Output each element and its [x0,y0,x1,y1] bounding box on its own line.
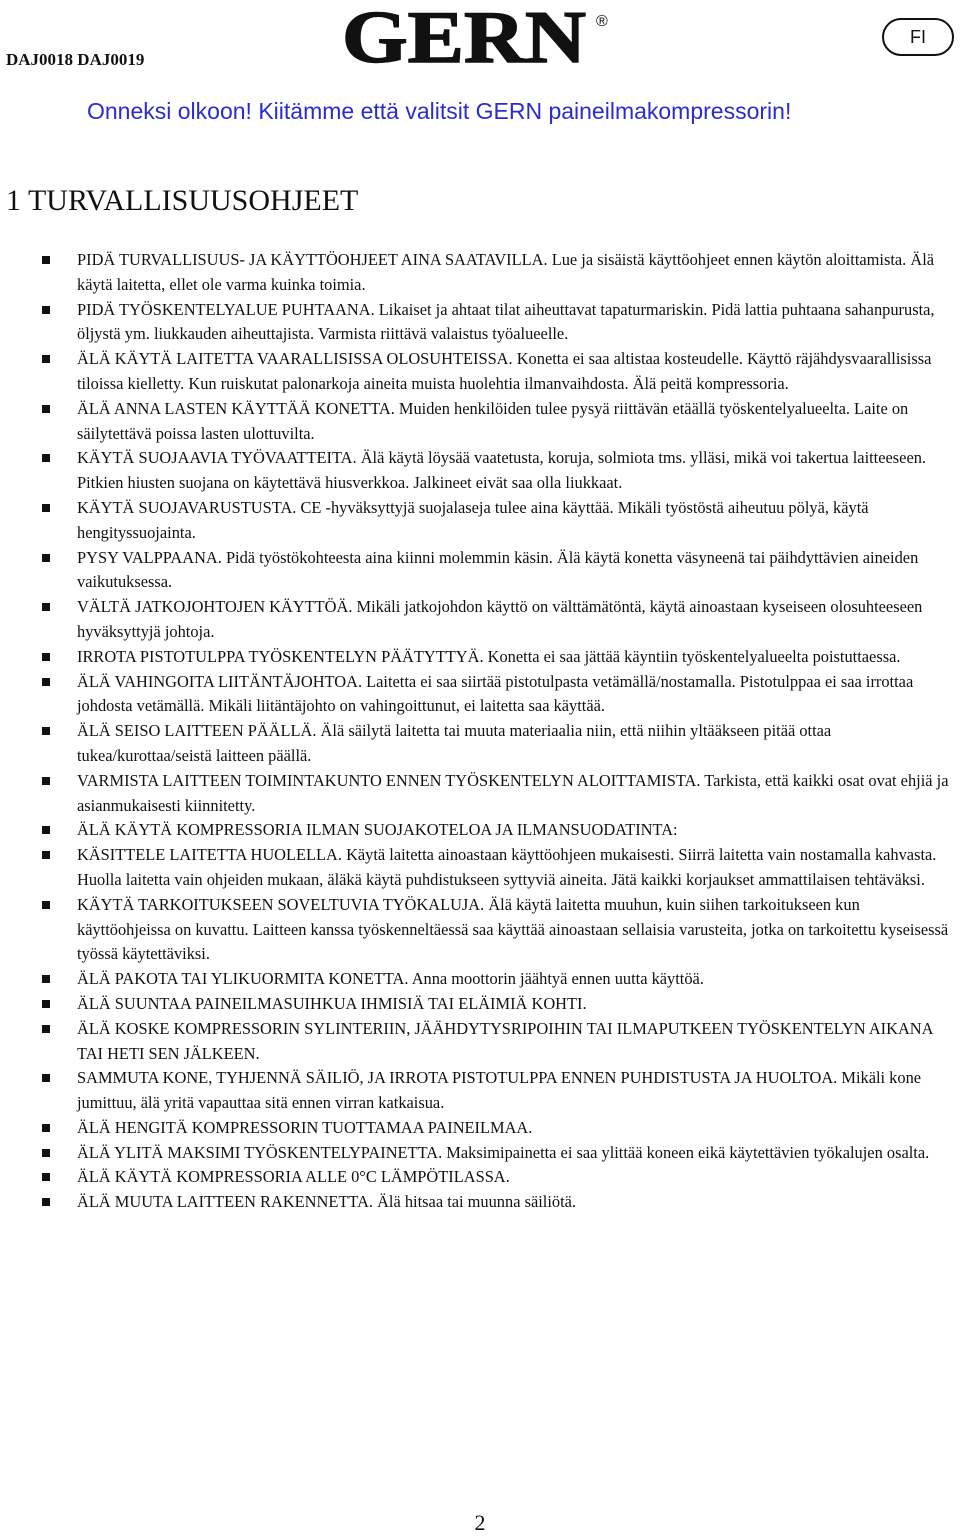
rule-text: PYSY VALPPAANA. Pidä työstökohteesta aina kiinni molemmin käsin. Älä käytä konetta väsyneenä tai päihdyttävien aineiden vaikutuksessa. [77,547,919,592]
rule-text: ÄLÄ KÄYTÄ KOMPRESSORIA ALLE 0°C LÄMPÖTILASSA. [77,1167,510,1187]
language-badge: FI [882,18,954,56]
bullet-icon [42,554,50,562]
rule-text: VARMISTA LAITTEEN TOIMINTAKUNTO ENNEN TYÖSKENTELYN ALOITTAMISTA. Tarkista, että kaikki osat ovat ehjiä ja asianmukaisesti kiinnitetty. [77,770,949,815]
list-item [0,1116,950,1141]
list-item [0,1066,950,1116]
rule-text: ÄLÄ HENGITÄ KOMPRESSORIN TUOTTAMAA PAINEILMAA. [77,1117,533,1137]
rule-text: VÄLTÄ JATKOJOHTOJEN KÄYTTÖÄ. Mikäli jatkojohdon käyttö on välttämätöntä, käytä ainoastaan kyseiseen olosuhteeseen hyväksyttyjä johtoja. [77,597,923,641]
list-item [0,298,950,348]
bullet-icon [42,901,50,909]
rule-text: KÄYTÄ SUOJAAVIA TYÖVAATTEITA. Älä käytä löysää vaatetusta, koruja, solmiota tms. ylläsi, mikä voi takertua laitteeseen. Pitkien hiusten suojana on käytettävä hiusverkkoa. Jalkineet eivät saa olla liukkaat. [77,448,927,493]
bullet-icon [42,504,50,512]
bullet-icon [42,1198,50,1206]
section-title: 1 TURVALLISUUSOHJEET [6,184,359,217]
rule-text: ÄLÄ KÄYTÄ KOMPRESSORIA ILMAN SUOJAKOTELOA JA ILMANSUODATINTA: [77,820,678,840]
bullet-icon [42,1149,50,1157]
bullet-icon [42,454,50,462]
bullet-icon [42,678,50,686]
bullet-icon [42,653,50,661]
bullet-icon [42,355,50,363]
rule-text: ÄLÄ KÄYTÄ LAITETTA VAARALLISISSA OLOSUHTEISSA. Konetta ei saa altistaa kosteudelle. Käyttö räjähdysvaarallisissa tiloissa kielletty. Kun ruiskutat palonarkoja aineita muista huolehtia ilmanvaihdosta. Älä peitä kompressoria. [77,349,932,393]
bullet-icon [42,1025,50,1033]
rule-text: PIDÄ TYÖSKENTELYALUE PUHTAANA. Likaiset ja ahtaat tilat aiheuttavat tapaturmariskin. Pidä lattia puhtaana sahanpurusta, öljystä ym. liukkauden aiheuttajista. Varmista riittävä valaistus työalueelle. [77,299,935,344]
safety-rules-list [0,248,950,1215]
list-item [0,670,950,720]
document-code: DAJ0018 DAJ0019 [6,50,145,69]
list-item [0,769,950,819]
list-item [0,347,950,397]
svg-text:®: ® [596,13,608,30]
bullet-icon [42,975,50,983]
bullet-icon [42,727,50,735]
greeting-text: Onneksi olkoon! Kiitämme että valitsit GERN paineilmakompressorin! [87,98,792,124]
list-item [0,1141,950,1166]
list-item [0,496,950,546]
rule-text: IRROTA PISTOTULPPA TYÖSKENTELYN PÄÄTYTTYÄ. Konetta ei saa jättää käyntiin työskentelyalueelta poistuttaessa. [77,646,901,666]
bullet-icon [42,777,50,785]
list-item [0,446,950,496]
page-number: 2 [474,1510,486,1535]
list-item [0,1017,950,1067]
rule-text: ÄLÄ KOSKE KOMPRESSORIN SYLINTERIIN, JÄÄHDYTYSRIPOIHIN TAI ILMAPUTKEEN TYÖSKENTELYN AIKANA TAI HETI SEN JÄLKEEN. [77,1018,933,1063]
bullet-icon [42,306,50,314]
bullet-icon [42,1074,50,1082]
list-item [0,1190,950,1215]
list-item [0,546,950,596]
bullet-icon [42,405,50,413]
bullet-icon [42,603,50,611]
bullet-icon [42,1173,50,1181]
gern-logo [340,4,616,66]
list-item [0,1165,950,1190]
rule-text: ÄLÄ MUUTA LAITTEEN RAKENNETTA. Älä hitsaa tai muunna säiliötä. [77,1192,577,1212]
list-item [0,248,950,298]
list-item [0,843,950,893]
list-item [0,645,950,670]
bullet-icon [42,851,50,859]
list-item [0,967,950,992]
rule-text: KÄSITTELE LAITETTA HUOLELLA. Käytä laitetta ainoastaan käyttöohjeen mukaisesti. Siirrä laitetta vain nostamalla kahvasta. Huolla laitetta vain ohjeiden mukaan, äläkä käytä puhdistukseen syttyviä aineita. Jätä kaikki korjaukset ammattilaisen tehtäväksi. [77,845,937,889]
rule-text: ÄLÄ YLITÄ MAKSIMI TYÖSKENTELYPAINETTA. Maksimipainetta ei saa ylittää koneen eikä käytettävien työkalujen osalta. [77,1142,930,1162]
rule-text: ÄLÄ PAKOTA TAI YLIKUORMITA KONETTA. Anna moottorin jäähtyä ennen uutta käyttöä. [77,969,704,989]
bullet-icon [42,256,50,264]
rule-text: SAMMUTA KONE, TYHJENNÄ SÄILIÖ, JA IRROTA PISTOTULPPA ENNEN PUHDISTUSTA JA HUOLTOA. Mikäli kone jumittuu, älä yritä vapauttaa sitä ennen virran katkaisua. [77,1068,922,1113]
rule-text: KÄYTÄ TARKOITUKSEEN SOVELTUVIA TYÖKALUJA. Älä käytä laitetta muuhun, kuin siihen tarkoitukseen kun käyttöohjeissa on kuvattu. Laitteen kanssa työskenneltäessä saa käyttää ainoastaan sellaisia varusteita, jotka on tarkoitettu kyseisessä työssä käytettäviksi. [77,894,949,964]
rule-text: ÄLÄ VAHINGOITA LIITÄNTÄJOHTOA. Laitetta ei saa siirtää pistotulpasta vetämällä/nostamalla. Pistotulppaa ei saa irrottaa johdosta vetämällä. Mikäli liitäntäjohto on vahingoittunut, ei laitetta saa käyttää. [77,671,914,716]
bullet-icon [42,826,50,834]
bullet-icon [42,1000,50,1008]
list-item [0,397,950,447]
rule-text: ÄLÄ SEISO LAITTEEN PÄÄLLÄ. Älä säilytä laitetta tai muuta materiaalia niin, että niihin yltääkseen pitää ottaa tukea/kurottaa/seistä laitteen päällä. [77,721,832,765]
list-item [0,992,950,1017]
list-item [0,595,950,645]
rule-text: ÄLÄ SUUNTAA PAINEILMASUIHKUA IHMISIÄ TAI ELÄIMIÄ KOHTI. [77,993,587,1013]
list-item [0,818,950,843]
list-item [0,893,950,967]
list-item [0,719,950,769]
rule-text: KÄYTÄ SUOJAVARUSTUSTA. CE -hyväksyttyjä suojalaseja tulee aina käyttää. Mikäli työstöstä aiheutuu pölyä, käytä hengityssuojainta. [77,497,869,542]
rule-text: PIDÄ TURVALLISUUS- JA KÄYTTÖOHJEET AINA SAATAVILLA. Lue ja sisäistä käyttöohjeet ennen käytön aloittamista. Älä käytä laitetta, ellet ole varma kuinka toimia. [77,250,935,294]
rule-text: ÄLÄ ANNA LASTEN KÄYTTÄÄ KONETTA. Muiden henkilöiden tulee pysyä riittävän etäällä työskentelyalueelta. Laite on säilytettävä poissa lasten ulottuvilta. [77,398,909,443]
bullet-icon [42,1124,50,1132]
svg-text:GERN: GERN [342,4,586,66]
